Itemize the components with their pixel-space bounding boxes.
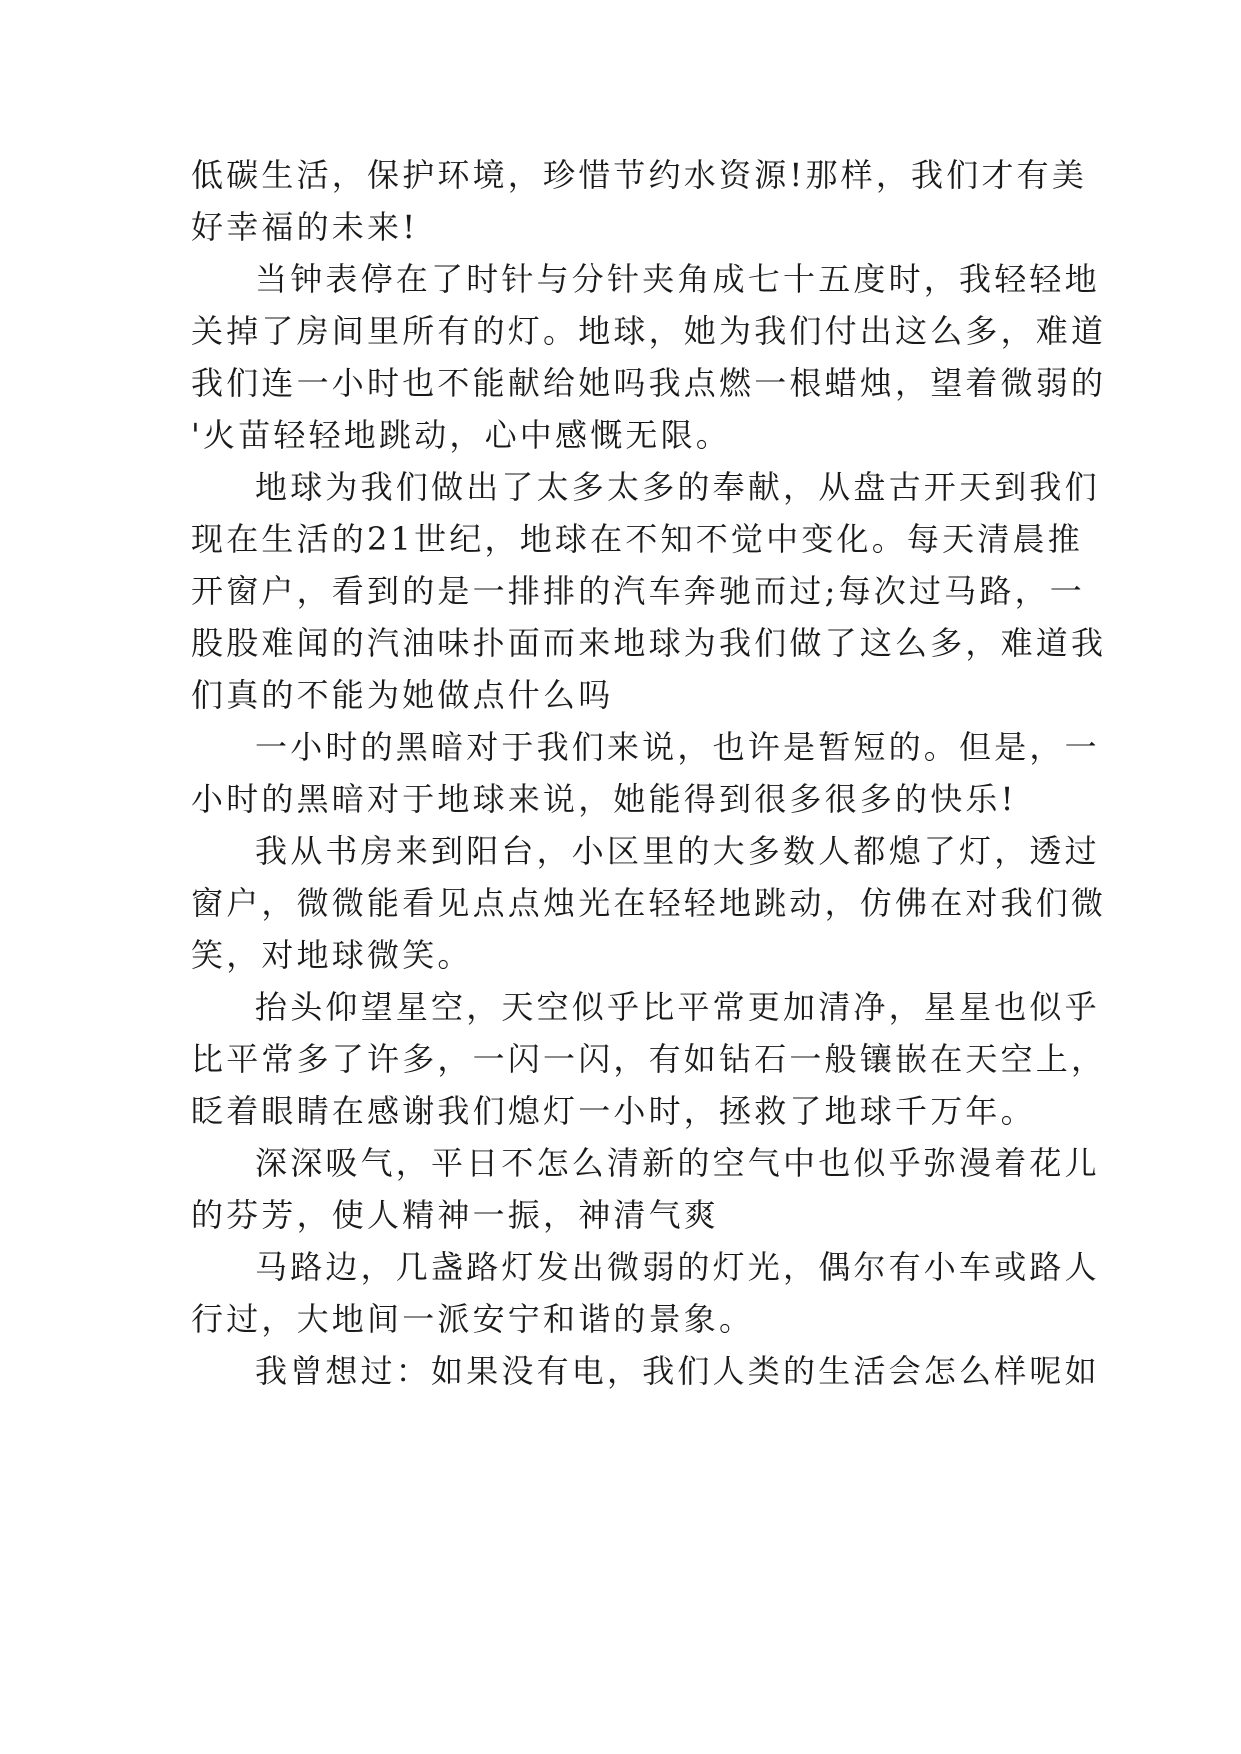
- text-line: 抬头仰望星空，天空似乎比平常更加清净，星星也似乎: [255, 988, 1100, 1026]
- text-line: 好幸福的未来!: [191, 208, 419, 246]
- text-line: 深深吸气，平日不怎么清新的空气中也似乎弥漫着花儿: [255, 1144, 1100, 1182]
- text-line: 们真的不能为她做点什么吗: [191, 676, 614, 714]
- text-line: 窗户，微微能看见点点烛光在轻轻地跳动，仿佛在对我们微: [191, 884, 1107, 922]
- text-line: 的芬芳，使人精神一振，神清气爽: [191, 1196, 720, 1234]
- text-line: 比平常多了许多，一闪一闪，有如钻石一般镶嵌在天空上，: [191, 1040, 1107, 1078]
- text-line: 行过，大地间一派安宁和谐的景象。: [191, 1300, 755, 1338]
- text-line: 现在生活的21世纪，地球在不知不觉中变化。每天清晨推: [191, 520, 1083, 558]
- text-line: 股股难闻的汽油味扑面而来地球为我们做了这么多，难道我: [191, 624, 1107, 662]
- text-line: 小时的黑暗对于地球来说，她能得到很多很多的快乐!: [191, 780, 1017, 818]
- text-line: 关掉了房间里所有的灯。地球，她为我们付出这么多，难道: [191, 312, 1107, 350]
- text-line: 我们连一小时也不能献给她吗我点燃一根蜡烛，望着微弱的: [191, 364, 1107, 402]
- text-line: 笑，对地球微笑。: [191, 936, 473, 974]
- text-line: 地球为我们做出了太多太多的奉献，从盘古开天到我们: [255, 468, 1100, 506]
- text-line: 低碳生活，保护环境，珍惜节约水资源!那样，我们才有美: [191, 156, 1088, 194]
- text-line: 我曾想过：如果没有电，我们人类的生活会怎么样呢如: [255, 1352, 1100, 1390]
- text-line: 眨着眼睛在感谢我们熄灯一小时，拯救了地球千万年。: [191, 1092, 1036, 1130]
- text-line: 我从书房来到阳台，小区里的大多数人都熄了灯，透过: [255, 832, 1100, 870]
- text-line: '火苗轻轻地跳动，心中感慨无限。: [191, 416, 731, 454]
- text-line: 马路边，几盏路灯发出微弱的灯光，偶尔有小车或路人: [255, 1248, 1100, 1286]
- text-line: 当钟表停在了时针与分针夹角成七十五度时，我轻轻地: [255, 260, 1100, 298]
- text-line: 一小时的黑暗对于我们来说，也许是暂短的。但是，一: [255, 728, 1100, 766]
- text-line: 开窗户，看到的是一排排的汽车奔驰而过;每次过马路，一: [191, 572, 1085, 610]
